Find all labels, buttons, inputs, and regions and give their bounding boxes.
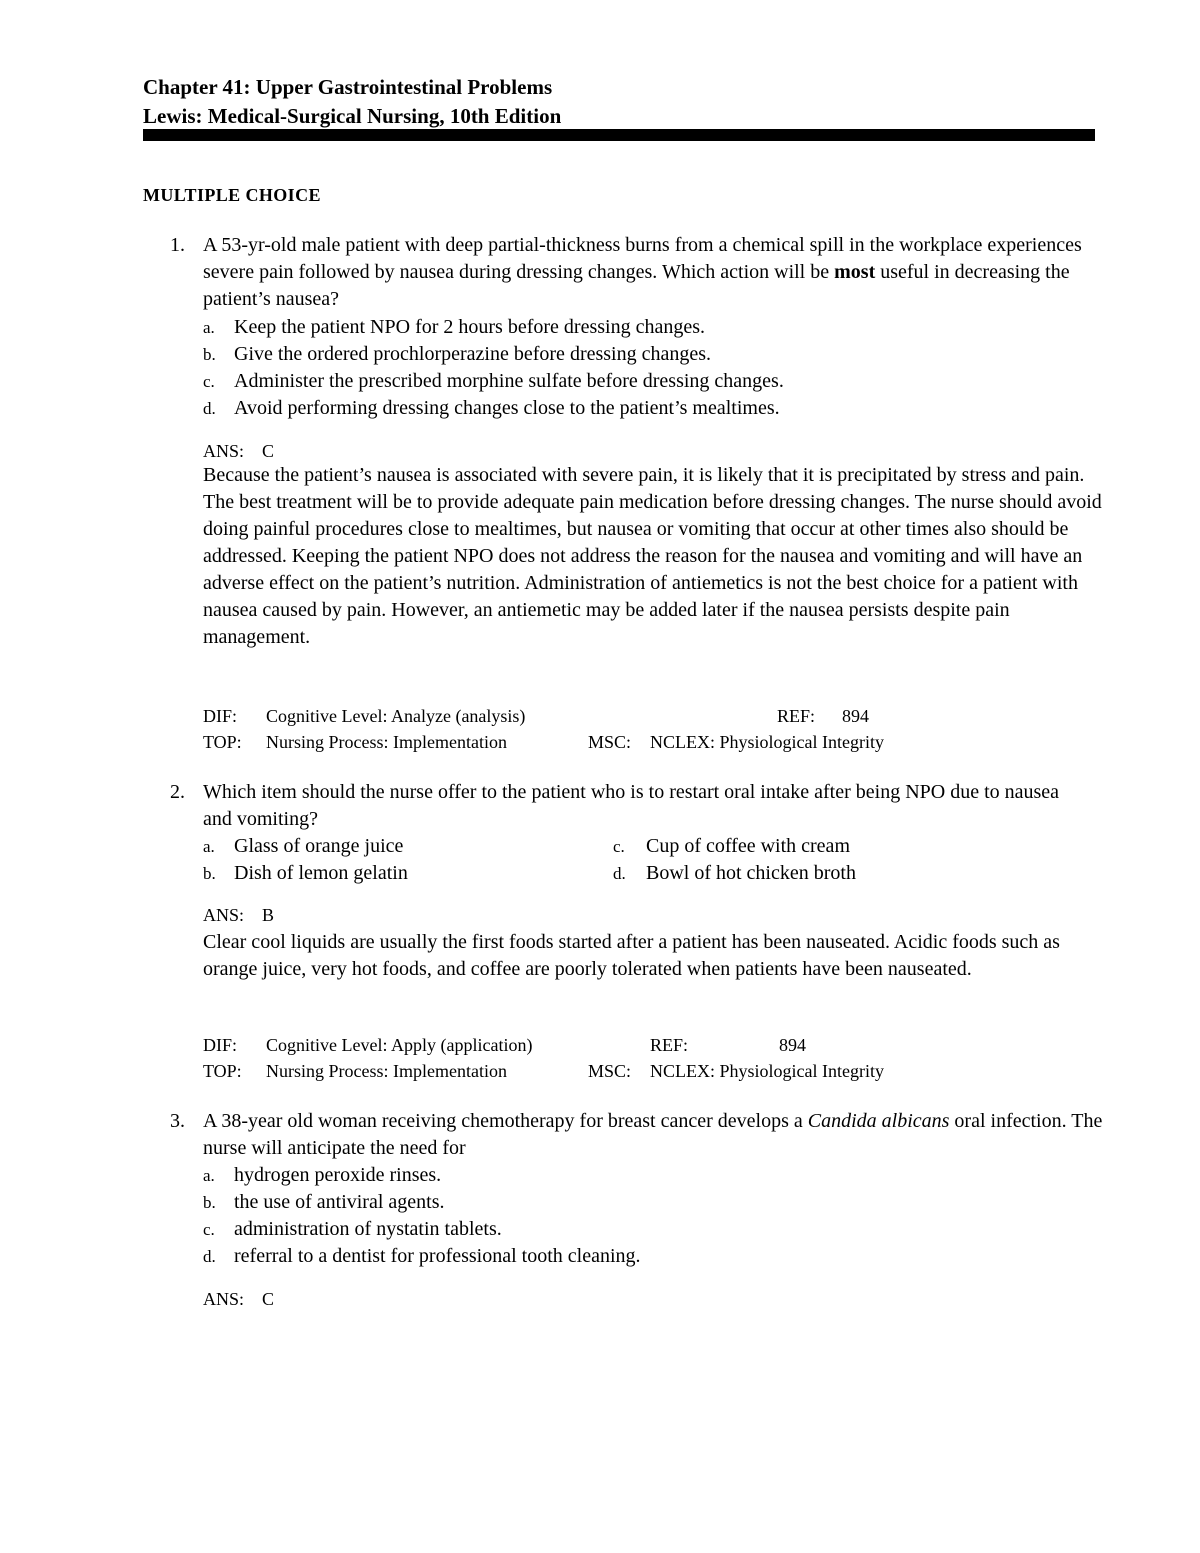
option-letter: b. — [203, 864, 216, 883]
answer-value: C — [262, 1289, 275, 1309]
question-3-stem — [203, 1108, 1103, 1162]
option-letter: b. — [203, 1193, 216, 1212]
answer-label: ANS: — [203, 441, 245, 461]
question-1-option-d — [203, 395, 780, 422]
option-letter: a. — [203, 1166, 215, 1185]
option-text: Administer the prescribed morphine sulfate before dressing changes. — [234, 370, 784, 392]
question-3-number: 3. — [170, 1110, 185, 1132]
option-text: Cup of coffee with cream — [646, 835, 850, 857]
question-2-ref-label: REF: — [650, 1035, 689, 1055]
section-title: MULTIPLE CHOICE — [143, 185, 321, 205]
question-1-ref-label: REF: — [777, 706, 816, 726]
question-2-option-c — [613, 833, 850, 860]
option-text: Keep the patient NPO for 2 hours before dressing changes. — [234, 316, 705, 338]
question-2-stem: Which item should the nurse offer to the patient who is to restart oral intake after being NPO due to nausea and vomiting? — [203, 781, 1060, 830]
question-2-rationale: Clear cool liquids are usually the first foods started after a patient has been nauseated. Acidic foods such as orange juice, very hot foods, and coffee are poorly tolerated when patients have been nauseated. — [203, 931, 1060, 980]
question-2-msc-label: MSC: — [588, 1061, 632, 1081]
question-2-number: 2. — [170, 781, 185, 803]
answer-label: ANS: — [203, 905, 245, 925]
answer-label: ANS: — [203, 1289, 245, 1309]
question-3-option-c — [203, 1216, 502, 1243]
option-letter: d. — [203, 1247, 216, 1266]
question-1-stem-emphasis: most — [834, 261, 876, 283]
question-2-ref-value: 894 — [779, 1035, 806, 1055]
question-1-answer — [203, 438, 274, 464]
option-text: hydrogen peroxide rinses. — [234, 1164, 442, 1186]
question-2-option-a — [203, 833, 403, 860]
question-1-top-value: Nursing Process: Implementation — [266, 732, 507, 752]
question-1-option-b — [203, 341, 711, 368]
question-3-stem-italic: Candida albicans — [807, 1110, 950, 1132]
question-3-stem-text-end: oral infection. The nurse will anticipate the need for — [203, 1110, 1103, 1159]
header-rule — [143, 129, 1095, 141]
book-title: Lewis: Medical-Surgical Nursing, 10th Edition — [143, 104, 562, 128]
option-text: Glass of orange juice — [234, 835, 404, 857]
answer-value: B — [262, 905, 275, 925]
question-1-stem — [203, 232, 1103, 313]
question-1-dif-value: Cognitive Level: Analyze (analysis) — [266, 706, 526, 726]
question-3-option-b — [203, 1189, 445, 1216]
option-letter: d. — [613, 864, 626, 883]
question-3-option-a — [203, 1162, 441, 1189]
question-3-option-d — [203, 1243, 641, 1270]
question-1-option-a — [203, 314, 705, 341]
question-2-answer — [203, 902, 274, 928]
option-text: the use of antiviral agents. — [234, 1191, 445, 1213]
question-1-option-c — [203, 368, 784, 395]
option-text: referral to a dentist for professional tooth cleaning. — [234, 1245, 641, 1267]
question-2-option-b — [203, 860, 408, 887]
question-1-dif-label: DIF: — [203, 706, 238, 726]
answer-value: C — [262, 441, 275, 461]
option-letter: d. — [203, 399, 216, 418]
question-1-ref-value: 894 — [842, 706, 869, 726]
option-letter: b. — [203, 345, 216, 364]
question-2-top-label: TOP: — [203, 1061, 242, 1081]
option-text: Dish of lemon gelatin — [234, 862, 408, 884]
chapter-title: Chapter 41: Upper Gastrointestinal Problems — [143, 75, 553, 99]
option-letter: a. — [203, 837, 215, 856]
option-text: administration of nystatin tablets. — [234, 1218, 502, 1240]
option-text: Bowl of hot chicken broth — [646, 862, 856, 884]
question-1-rationale: Because the patient’s nausea is associated with severe pain, it is likely that it is precipitated by stress and pain. The best treatment will be to provide adequate pain medication before dressing changes. The nurse should avoid doing painful procedures close to mealtimes, but nausea or vomiting that occur at other times also should be addressed. Keeping the patient NPO does not address the reason for the nausea and vomiting and will have an adverse effect on the patient’s nutrition. Administration of antiemetics is not the best choice for a patient with nausea caused by pain. However, an antiemetic may be added later if the nausea persists despite pain management. — [203, 464, 1102, 648]
question-2-msc-value: NCLEX: Physiological Integrity — [650, 1061, 884, 1081]
question-2-top-value: Nursing Process: Implementation — [266, 1061, 507, 1081]
question-1-stem-text-end: useful in decreasing the patient’s nausea? — [203, 261, 1070, 310]
question-2-dif-value: Cognitive Level: Apply (application) — [266, 1035, 533, 1055]
question-1-number: 1. — [170, 234, 185, 256]
question-1-stem-text: A 53-yr-old male patient with deep partial-thickness burns from a chemical spill in the workplace experiences severe pain followed by nausea during dressing changes. Which action will be — [203, 234, 1082, 283]
question-2-option-d — [613, 860, 856, 887]
option-letter: c. — [613, 837, 625, 856]
option-text: Give the ordered prochlorperazine before dressing changes. — [234, 343, 712, 365]
option-text: Avoid performing dressing changes close to the patient’s mealtimes. — [234, 397, 780, 419]
option-letter: c. — [203, 372, 215, 391]
question-2-dif-label: DIF: — [203, 1035, 238, 1055]
question-3-answer — [203, 1286, 274, 1312]
option-letter: a. — [203, 318, 215, 337]
question-1-top-label: TOP: — [203, 732, 242, 752]
question-1-msc-label: MSC: — [588, 732, 632, 752]
option-letter: c. — [203, 1220, 215, 1239]
question-3-stem-text: A 38-year old woman receiving chemotherapy for breast cancer develops a — [203, 1110, 808, 1132]
question-1-msc-value: NCLEX: Physiological Integrity — [650, 732, 884, 752]
